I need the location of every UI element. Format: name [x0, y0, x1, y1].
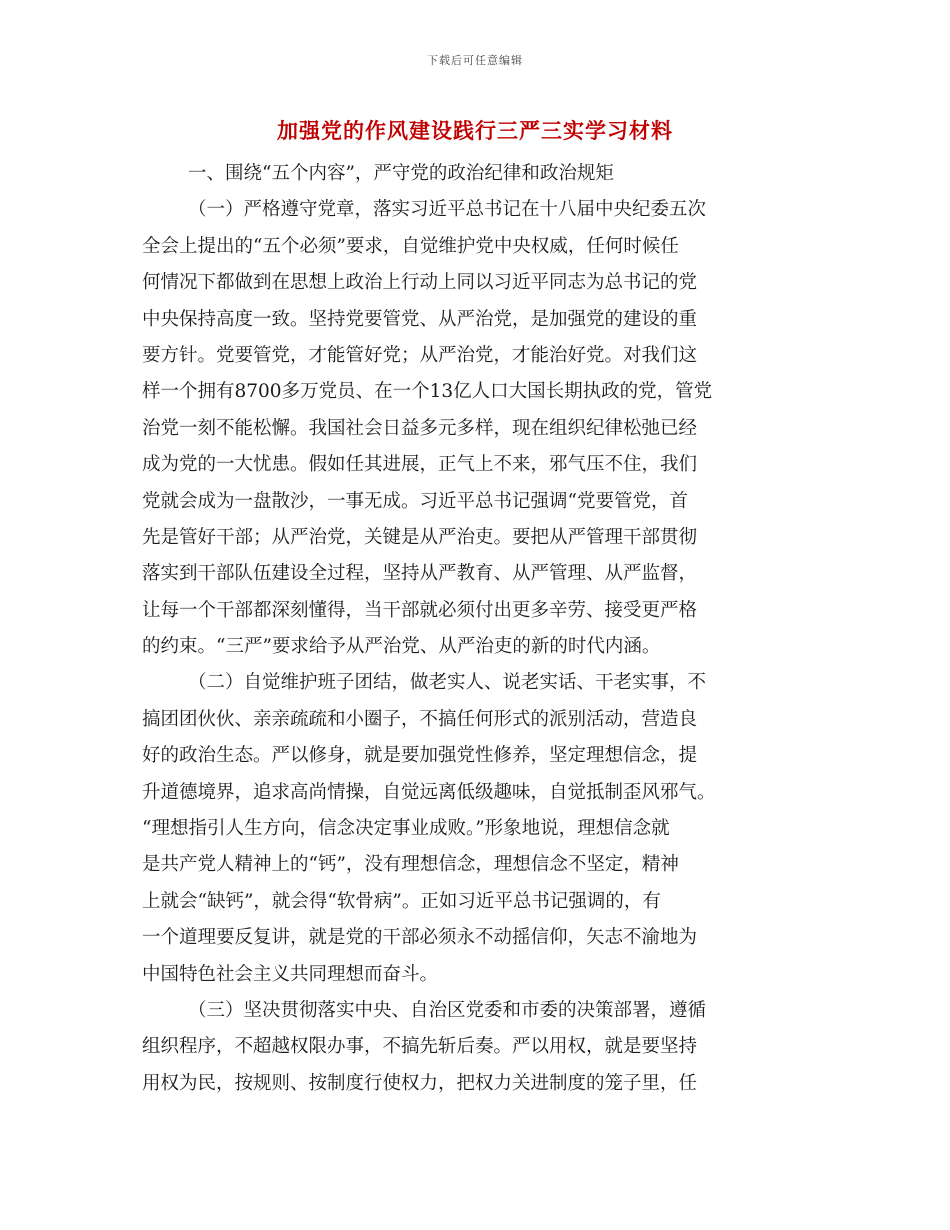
paragraph-line: 成为党的一大忧患。假如任其进展，正气上不来，邪气压不住，我们 [142, 454, 698, 476]
paragraph-line: 要方针。党要管党，才能管好党；从严治党，才能治好党。对我们这 [142, 344, 698, 366]
paragraph-line: （一）严格遵守党章，落实习近平总书记在十八届中央纪委五次 [188, 199, 707, 221]
document-body [142, 156, 810, 1102]
section-heading: 一、围绕“五个内容”，严守党的政治纪律和政治规矩 [188, 163, 614, 184]
paragraph-line: 先是管好干部；从严治党，关键是从严治吏。要把从严管理干部贯彻 [142, 526, 698, 548]
paragraph-line: 的约束。“三严”要求给予从严治党、从严治吏的新的时代内涵。 [142, 636, 661, 658]
paragraph-line: 中央保持高度一致。坚持党要管党、从严治党，是加强党的建设的重 [142, 308, 698, 330]
paragraph-line: 好的政治生态。严以修身，就是要加强党性修养，坚定理想信念，提 [142, 745, 698, 767]
paragraph-line: 是共产党人精神上的“钙”，没有理想信念，理想信念不坚定，精神 [142, 854, 679, 876]
paragraph-line: 升道德境界，追求高尚情操，自觉远离低级趣味，自觉抵制歪风邪气。 [142, 781, 716, 803]
paragraph-line: 全会上提出的“五个必须”要求，自觉维护党中央权威，任何时候任 [142, 235, 679, 257]
paragraph-line: 何情况下都做到在思想上政治上行动上同以习近平同志为总书记的党 [142, 272, 698, 294]
paragraph-line: 组织程序，不超越权限办事，不搞先斩后奏。严以用权，就是要坚持 [142, 1036, 698, 1058]
paragraph-line: 让每一个干部都深刻懂得，当干部就必须付出更多辛劳、接受更严格 [142, 599, 698, 621]
paragraph-line: 上就会“缺钙”，就会得“软骨病”。正如习近平总书记强调的，有 [142, 890, 661, 912]
paragraph-line: 治党一刻不能松懈。我国社会日益多元多样，现在组织纪律松弛已经 [142, 417, 698, 439]
paragraph-line: 一个道理要反复讲，就是党的干部必须永不动摇信仰，矢志不渝地为 [142, 927, 698, 949]
paragraph-line: 落实到干部队伍建设全过程，坚持从严教育、从严管理、从严监督， [142, 563, 698, 585]
paragraph-line: “理想指引人生方向，信念决定事业成败。”形象地说，理想信念就 [142, 818, 670, 840]
paragraph-line: 样一个拥有8700多万党员、在一个13亿人口大国长期执政的党，管党 [142, 381, 713, 403]
paragraph-line: 用权为民，按规则、按制度行使权力，把权力关进制度的笼子里，任 [142, 1072, 698, 1094]
page-header: 下载后可任意编辑 [427, 54, 523, 67]
paragraph-line: 中国特色社会主义共同理想而奋斗。 [142, 963, 439, 985]
paragraph-line: 党就会成为一盘散沙，一事无成。习近平总书记强调“党要管党，首 [142, 490, 688, 512]
paragraph-line: （三）坚决贯彻落实中央、自治区党委和市委的决策部署，遵循 [188, 999, 707, 1021]
paragraph-line: 搞团团伙伙、亲亲疏疏和小圈子，不搞任何形式的派别活动，营造良 [142, 708, 698, 730]
document-title: 加强党的作风建设践行三严三实学习材料 [277, 118, 673, 143]
paragraph-line: （二）自觉维护班子团结，做老实人、说老实话、干老实事，不 [188, 672, 707, 694]
